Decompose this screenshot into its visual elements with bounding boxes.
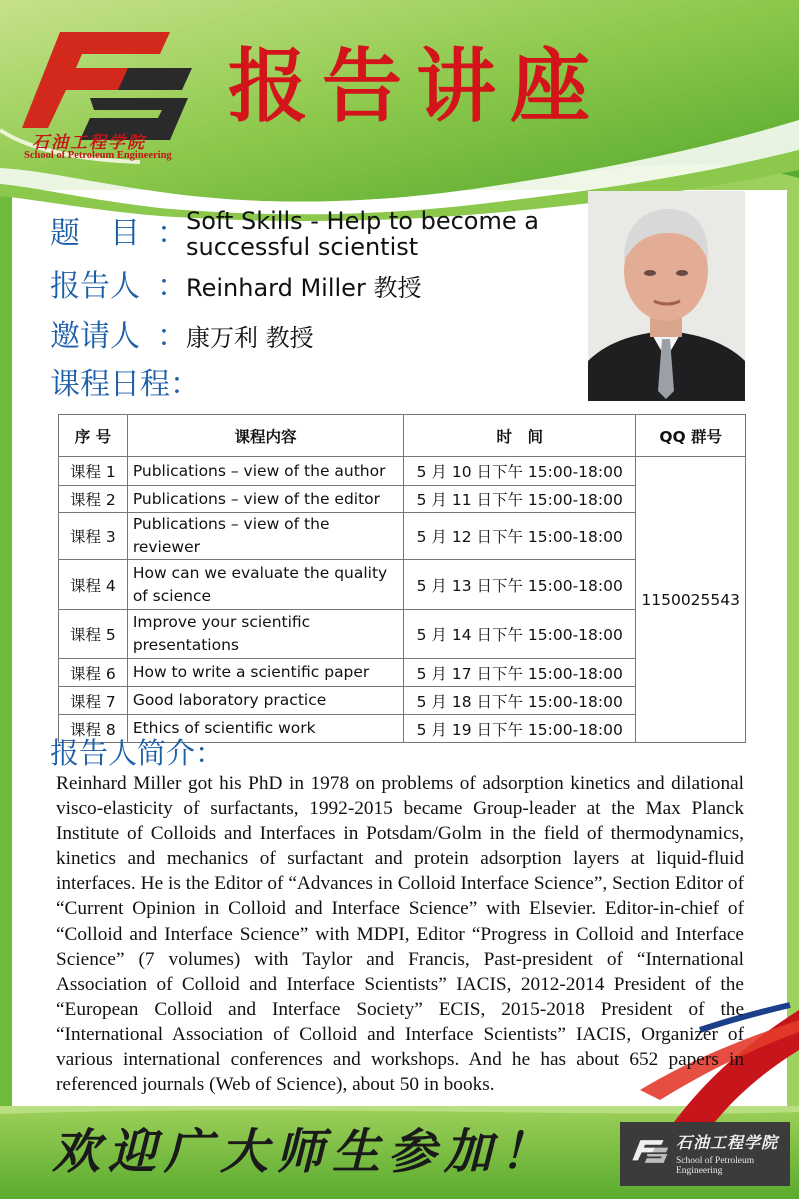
row-time: 5 月 13 日下午 15:00-18:00 (404, 560, 636, 610)
topic-line-1: Soft Skills - Help to become a (186, 207, 539, 235)
row-content: Good laboratory practice (127, 687, 403, 715)
row-no: 课程 8 (59, 715, 128, 743)
logo-english-name: School of Petroleum Engineering (24, 150, 172, 161)
header-content: 课程内容 (127, 415, 403, 457)
row-content: Publications – view of the reviewer (127, 513, 403, 560)
speaker-colon: ： (157, 269, 187, 304)
header-time: 时 间 (404, 415, 636, 457)
speaker-name: Reinhard Miller 教授 (186, 274, 422, 302)
row-time: 5 月 14 日下午 15:00-18:00 (404, 610, 636, 659)
row-time: 5 月 18 日下午 15:00-18:00 (404, 687, 636, 715)
logo-chinese-name: 石油工程学院 (32, 133, 146, 153)
header-qq: QQ 群号 (636, 415, 746, 457)
row-no: 课程 7 (59, 687, 128, 715)
row-time: 5 月 17 日下午 15:00-18:00 (404, 659, 636, 687)
row-time: 5 月 11 日下午 15:00-18:00 (404, 486, 636, 513)
topic-line-2: successful scientist (186, 233, 419, 261)
host-name: 康万利 教授 (186, 324, 314, 352)
row-no: 课程 1 (59, 457, 128, 486)
row-time: 5 月 12 日下午 15:00-18:00 (404, 513, 636, 560)
row-content: How can we evaluate the quality of science (127, 560, 403, 610)
row-content: Publications – view of the editor (127, 486, 403, 513)
row-content: Improve your scientific presentations (127, 610, 403, 659)
speaker-photo (588, 191, 745, 401)
row-time: 5 月 10 日下午 15:00-18:00 (404, 457, 636, 486)
row-no: 课程 6 (59, 659, 128, 687)
bio-title: 报告人简介： (50, 736, 225, 770)
footer-badge-chinese: 石油工程学院 (676, 1133, 779, 1152)
topic-label: 题 目 (50, 216, 140, 251)
row-content: Ethics of scientific work (127, 715, 403, 743)
row-time: 5 月 19 日下午 15:00-18:00 (404, 715, 636, 743)
footer-logo-icon (632, 1134, 672, 1174)
speaker-label: 报告人 (50, 269, 140, 304)
row-no: 课程 2 (59, 486, 128, 513)
qq-group-number: 1150025543 (636, 457, 746, 743)
row-no: 课程 5 (59, 610, 128, 659)
row-content: How to write a scientific paper (127, 659, 403, 687)
table-row (59, 457, 746, 486)
bio-text: Reinhard Miller got his PhD in 1978 on problems of adsorption kinetics and dilational visco-elasticity of surfactants, 1992-2015 became Group-leader at the Max Planck Institute of Colloids and Interfaces in Potsdam/Golm in the field of thermodynamics, kinetics and mechanics of surfactant and protein adsorption layers at liquid-fluid interfaces. He is the Editor of “Advances in Colloid Interface Science”, Section Editor of “Current Opinion in Colloid and Interface Science” with Elsevier. Editor-in-chief of “Colloid and Interface Science” with MDPI, Editor “Progress in Colloid and Interface Science” (7 volumes) with Taylor and Francis, Past-president of “International Association of Colloid and Interface Scientists” IACIS, 2012-2014 President of the “European Colloid and Interface Society” ECIS, 2015-2018 President of the “International Association of Colloid and Interface Scientists” IACIS, Organizer of various international conferences and workshops. And he has about 652 papers in referenced journals (Web of Science), about 50 in books. (56, 773, 744, 1096)
row-content: Publications – view of the author (127, 457, 403, 486)
schedule-table (58, 414, 746, 743)
footer-badge-english: School of Petroleum Engineering (676, 1156, 755, 1176)
row-no: 课程 4 (59, 560, 128, 610)
host-label: 邀请人 (50, 319, 140, 354)
topic-colon: ： (157, 216, 187, 251)
host-colon: ： (157, 319, 187, 354)
poster-title: 报告讲座 (228, 39, 604, 133)
schedule-label: 课程日程： (50, 367, 200, 402)
welcome-slogan: 欢迎广大师生参加！ (52, 1124, 557, 1180)
row-no: 课程 3 (59, 513, 128, 560)
header-no: 序 号 (59, 415, 128, 457)
